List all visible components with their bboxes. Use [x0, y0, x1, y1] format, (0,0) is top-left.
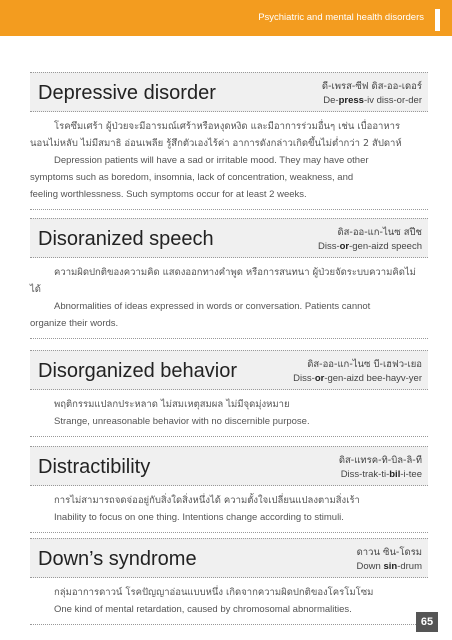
- english-pronunciation: Diss-or-gen-aizd bee-hayv-yer: [293, 373, 422, 384]
- term: Depressive disorder: [38, 82, 216, 104]
- thai-pronunciation: ดาวน ซิน-โดรม: [356, 547, 422, 558]
- thai-definition-line: การไม่สามารถจดจ่ออยู่กับสิ่งใดสิ่งหนึ่งได้ ความตั้งใจเปลี่ยนแปลงตามสิ่งเร้า: [54, 495, 360, 506]
- definition: [30, 486, 428, 533]
- term: Down’s syndrome: [38, 548, 197, 570]
- entry-disorganized-behavior: [30, 350, 428, 437]
- term: Disorganized behavior: [38, 360, 238, 382]
- entry-depressive-disorder: [30, 72, 428, 210]
- header-bar: [0, 0, 452, 36]
- definition: [30, 112, 428, 210]
- english-definition-line: One kind of mental retardation, caused by chromosomal abnormalities.: [54, 604, 352, 615]
- term: Distractibility: [38, 456, 151, 478]
- thai-pronunciation: ดิส-ออ-แก-ไนซ บี-เฮฟว-เยอ: [307, 359, 422, 370]
- definition: [30, 390, 428, 437]
- thai-pronunciation: ดี-เพรส-ซีฟ ดิส-ออ-เดอร์: [321, 81, 422, 92]
- english-definition-line: symptoms such as boredom, insomnia, lack of concentration, weakness, and: [30, 172, 354, 183]
- entry-downs-syndrome: [30, 538, 428, 625]
- entry-distractibility: [30, 446, 428, 533]
- english-pronunciation: De-press-iv diss-or-der: [323, 95, 422, 106]
- thai-definition-line: กลุ่มอาการดาวน์ โรคปัญญาอ่อนแบบหนึ่ง เกิดจากความผิดปกติของโครโมโซม: [54, 587, 374, 598]
- page-number-box: [416, 612, 438, 632]
- term-box: [30, 538, 428, 578]
- english-pronunciation: Down sin-drum: [356, 561, 422, 572]
- term: Disoranized speech: [38, 228, 214, 250]
- term-box: [30, 446, 428, 486]
- entry-disorganized-speech: [30, 218, 428, 339]
- page-number: 65: [420, 616, 434, 628]
- english-definition-line: Abnormalities of ideas expressed in words or conversation. Patients cannot: [54, 301, 371, 312]
- header-title: Psychiatric and mental health disorders: [258, 12, 424, 23]
- definition: [30, 258, 428, 339]
- english-definition-line: Strange, unreasonable behavior with no discernible purpose.: [54, 416, 310, 427]
- thai-definition-line: ได้: [30, 284, 41, 295]
- thai-definition-line: พฤติกรรมแปลกประหลาด ไม่สมเหตุสมผล ไม่มีจุดมุ่งหมาย: [54, 399, 290, 410]
- header-accent-mark: [435, 9, 440, 31]
- thai-pronunciation: ดิส-ออ-แก-ไนซ สปีช: [337, 227, 422, 238]
- term-box: [30, 350, 428, 390]
- english-definition-line: Depression patients will have a sad or irritable mood. They may have other: [54, 155, 369, 166]
- english-pronunciation: Diss-or-gen-aizd speech: [317, 241, 422, 252]
- english-definition-line: feeling worthlessness. Such symptoms occur for at least 2 weeks.: [30, 189, 307, 200]
- english-definition-line: Inability to focus on one thing. Intentions change according to stimuli.: [54, 512, 344, 523]
- thai-definition-line: โรคซึมเศร้า ผู้ป่วยจะมีอารมณ์เศร้าหรือหงุดหงิด และมีอาการร่วมอื่นๆ เช่น เบื่ออาหาร: [54, 121, 401, 132]
- thai-definition-line: นอนไม่หลับ ไม่มีสมาธิ อ่อนเพลีย รู้สึกตัวเองไร้ค่า อาการดังกล่าวเกิดขึ้นไม่ต่ำกว่า 2 สัปดาห์: [30, 138, 402, 149]
- english-definition-line: organize their words.: [30, 318, 119, 329]
- definition: [30, 578, 428, 625]
- thai-pronunciation: ดิส-แทรค-ทิ-บิล-ลิ-ที: [338, 455, 422, 466]
- term-box: [30, 72, 428, 112]
- english-pronunciation: Diss-trak-ti-bil-i-tee: [340, 469, 422, 480]
- term-box: [30, 218, 428, 258]
- thai-definition-line: ความผิดปกติของความคิด แสดงออกทางคำพูด หรือการสนทนา ผู้ป่วยจัดระบบความคิดไม่: [54, 267, 416, 278]
